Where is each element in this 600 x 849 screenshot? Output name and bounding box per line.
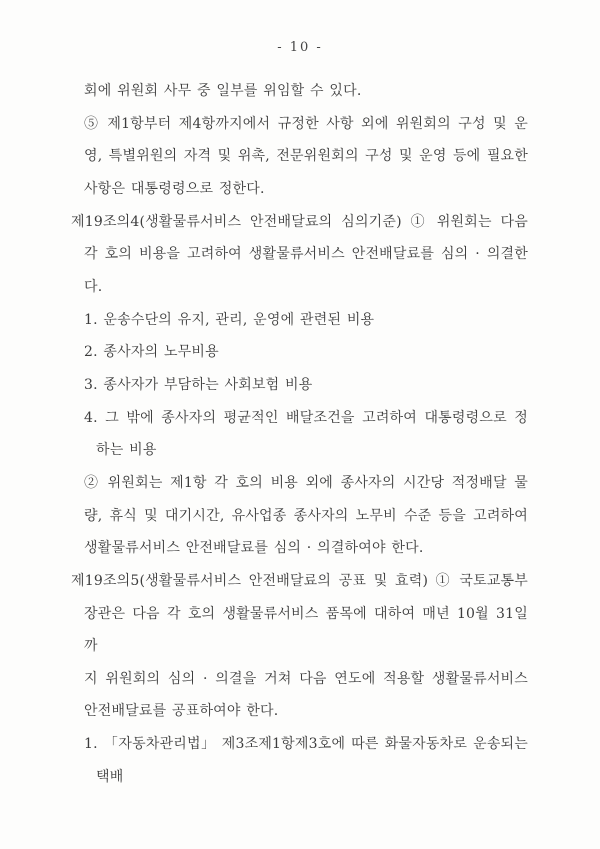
- text-line: 3. 종사자가 부담하는 사회보험 비용: [84, 376, 313, 393]
- page-number: - 10 -: [277, 40, 323, 55]
- paragraph: [71, 75, 528, 108]
- paragraph: [71, 304, 528, 337]
- text-line: 량, 휴식 및 대기시간, 유사업종 종사자의 노무비 수준 등을 고려하여: [84, 507, 528, 524]
- text-line: 사항은 대통령령으로 정한다.: [84, 180, 265, 197]
- text-line: 다.: [84, 278, 103, 295]
- text-line: 안전배달료를 공표하여야 한다.: [84, 703, 279, 720]
- paragraph: [71, 467, 528, 565]
- text-line: 장관은 다음 각 호의 생활물류서비스 품목에 대하여 매년 10월 31일까: [84, 605, 528, 655]
- text-line: 회에 위원회 사무 중 일부를 위임할 수 있다.: [84, 83, 362, 99]
- text-line: 1. 「자동차관리법」 제3조제1항제3호에 따른 화물자동차로 운송되는: [84, 736, 528, 753]
- paragraph: [71, 206, 528, 304]
- text-line: 1. 운송수단의 유지, 관리, 운영에 관련된 비용: [84, 311, 375, 328]
- paragraph: [71, 336, 528, 369]
- text-line: 제19조의4(생활물류서비스 안전배달료의 심의기준) ① 위원회는 다음: [71, 213, 528, 230]
- text-line: ⑤ 제1항부터 제4항까지에서 규정한 사항 외에 위원회의 구성 및 운: [84, 115, 528, 132]
- text-line: 하는 비용: [96, 442, 157, 459]
- text-line: 택배: [96, 768, 124, 785]
- text-line: 영, 특별위원의 자격 및 위촉, 전문위원회의 구성 및 운영 등에 필요한: [84, 148, 528, 165]
- paragraph: [71, 565, 528, 728]
- paragraph: [71, 402, 528, 467]
- text-line: 각 호의 비용을 고려하여 생활물류서비스 안전배달료를 심의 · 의결한: [84, 246, 528, 263]
- paragraph: [71, 728, 528, 793]
- text-line: 지 위원회의 심의 · 의결을 거쳐 다음 연도에 적용할 생활물류서비스: [84, 670, 528, 687]
- text-line: 4. 그 밖에 종사자의 평균적인 배달조건을 고려하여 대통령령으로 정: [84, 409, 528, 426]
- text-line: 제19조의5(생활물류서비스 안전배달료의 공표 및 효력) ① 국토교통부: [71, 572, 528, 589]
- paragraph: [71, 108, 528, 206]
- text-line: 생활물류서비스 안전배달료를 심의 · 의결하여야 한다.: [84, 540, 424, 557]
- paragraph: [71, 369, 528, 402]
- text-line: ② 위원회는 제1항 각 호의 비용 외에 종사자의 시간당 적정배달 물: [84, 474, 528, 491]
- document-body: [71, 75, 528, 793]
- text-line: 2. 종사자의 노무비용: [84, 344, 219, 361]
